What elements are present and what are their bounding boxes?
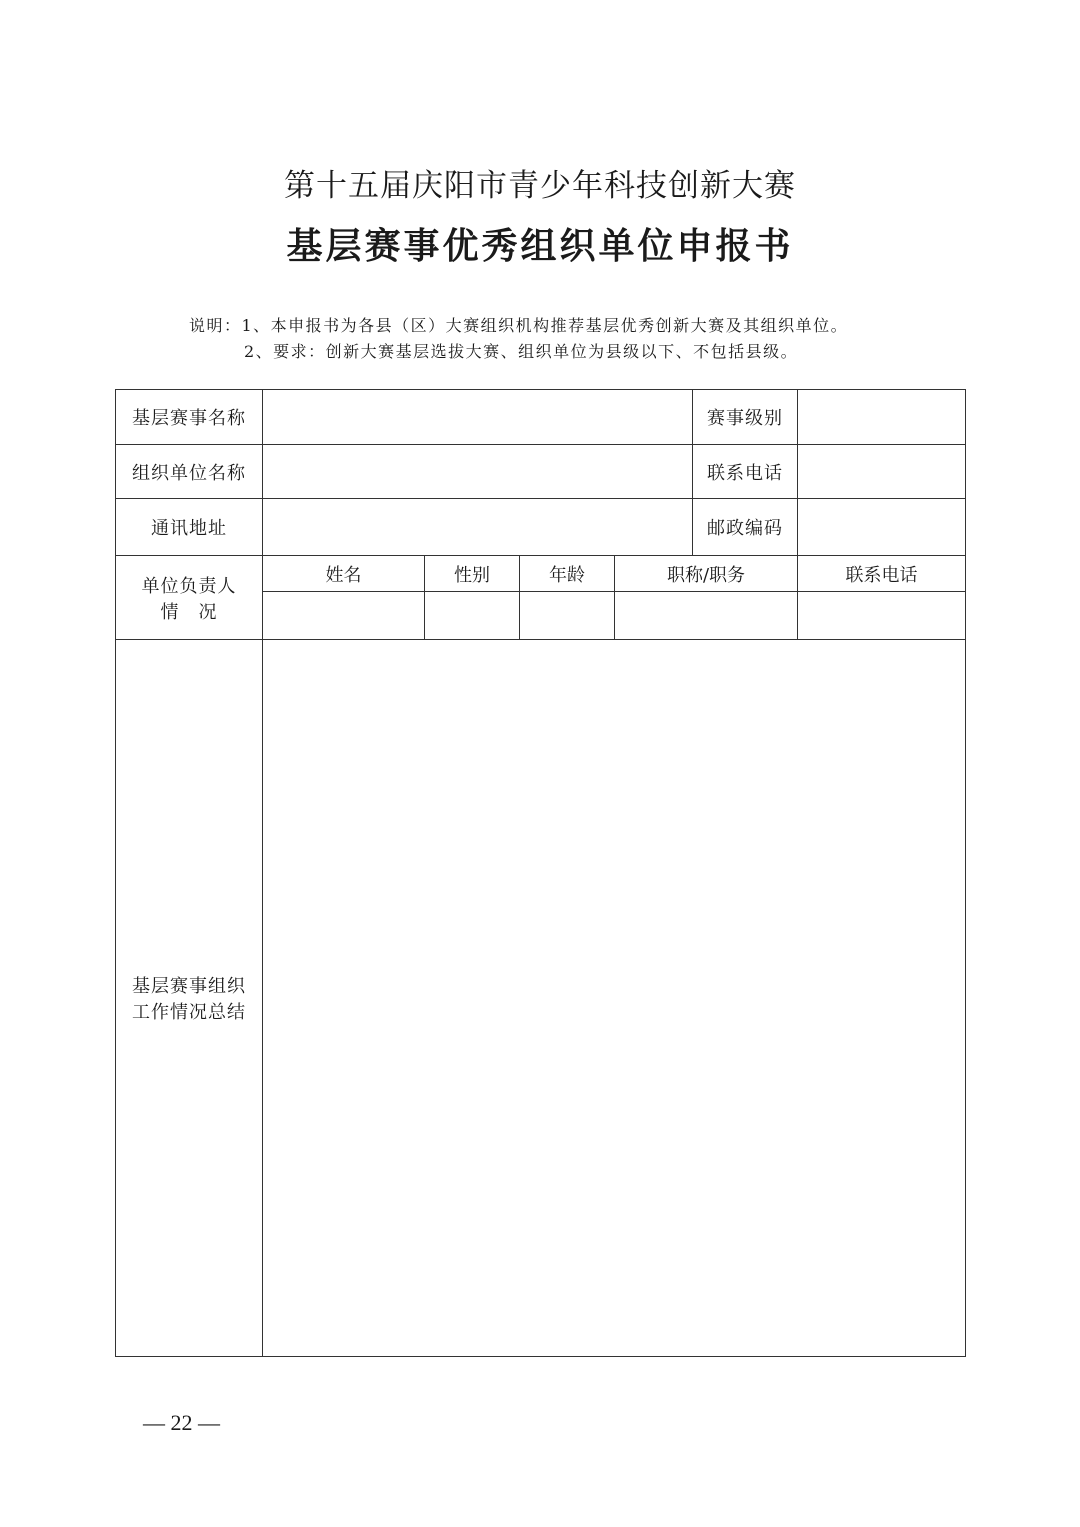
leader-col-age: 年龄	[520, 556, 615, 592]
document-title-line2: 基层赛事优秀组织单位申报书	[286, 226, 794, 267]
event-level-label: 赛事级别	[693, 390, 798, 445]
contact-phone-label: 联系电话	[693, 445, 798, 499]
summary-field[interactable]	[263, 640, 966, 1357]
application-form	[115, 389, 966, 1357]
leader-name-field[interactable]	[263, 592, 425, 640]
summary-label-line2: 工作情况总结	[132, 1002, 246, 1023]
leader-label-line2: 情 况	[160, 601, 218, 623]
note-line1: 说明：1、本申报书为各县（区）大赛组织机构推荐基层优秀创新大赛及其组织单位。	[189, 316, 849, 335]
leader-col-phone: 联系电话	[798, 556, 966, 592]
leader-col-gender: 性别	[425, 556, 520, 592]
summary-label	[116, 640, 263, 1357]
org-name-label: 组织单位名称	[116, 445, 263, 499]
postal-code-field[interactable]	[798, 499, 966, 556]
leader-info-label	[116, 556, 263, 640]
leader-age-field[interactable]	[520, 592, 615, 640]
event-name-label: 基层赛事名称	[116, 390, 263, 445]
event-level-field[interactable]	[798, 390, 966, 445]
contact-phone-field[interactable]	[798, 445, 966, 499]
leader-gender-field[interactable]	[425, 592, 520, 640]
note-line2: 2、要求：创新大赛基层选拔大赛、组织单位为县级以下、不包括县级。	[244, 342, 799, 361]
event-name-field[interactable]	[263, 390, 693, 445]
leader-col-title: 职称/职务	[615, 556, 798, 592]
page-number: — 22 —	[143, 1410, 220, 1435]
leader-col-name: 姓名	[263, 556, 425, 592]
address-label: 通讯地址	[116, 499, 263, 556]
summary-label-line1: 基层赛事组织	[132, 976, 246, 997]
postal-code-label: 邮政编码	[693, 499, 798, 556]
leader-phone-field[interactable]	[798, 592, 966, 640]
org-name-field[interactable]	[263, 445, 693, 499]
document-title-line1: 第十五届庆阳市青少年科技创新大赛	[284, 168, 796, 204]
leader-title-field[interactable]	[615, 592, 798, 640]
leader-label-line1: 单位负责人	[141, 575, 237, 597]
address-field[interactable]	[263, 499, 693, 556]
